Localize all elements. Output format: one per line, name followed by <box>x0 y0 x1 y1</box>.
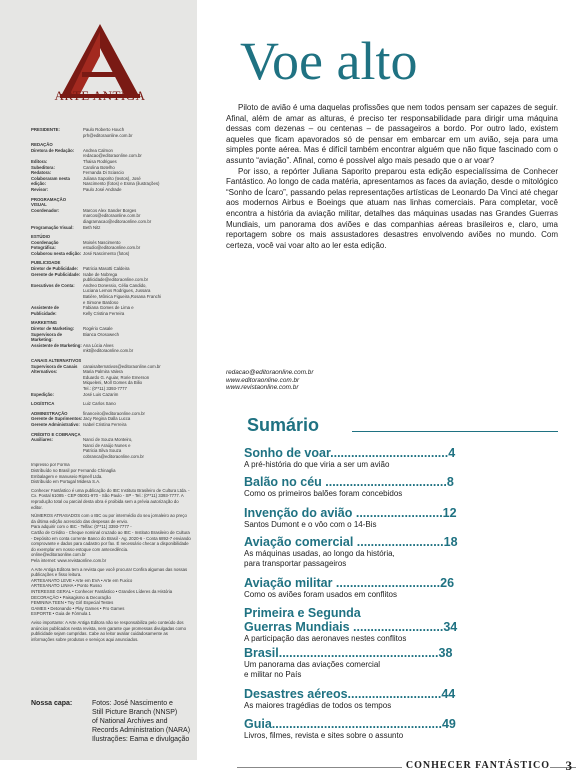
credits-row <box>31 251 191 257</box>
credits-label: Supervisora de Canais Alternativos: <box>31 363 78 375</box>
credits-value: Juliana Saporito (textos), José Nascimento (fotos) e Esma (ilustrações) <box>83 175 160 187</box>
credits-list <box>31 127 191 642</box>
credits-row <box>31 364 191 392</box>
toc-item-title: Aviação comercial .........................18 <box>244 535 458 549</box>
credits-label: Diretor de Marketing: <box>31 326 75 331</box>
credits-label: Revisor: <box>31 186 49 192</box>
toc-item[interactable] <box>244 446 455 470</box>
credits-label: Supervisora de Marketing: <box>31 331 63 343</box>
credits-row <box>31 176 191 187</box>
credits-section-title: PUBLICIDADE <box>31 260 61 266</box>
legal-paragraph: NÚMEROS ATRASADOS com o IBC ou por intermédio do seu jornaleiro ao preço da última edição acrescido das despesas de envio. Para adquirir com o IBC - Telfax: (0**11) 3393-7777 - Cartão de Crédito - Cheque nominal cruzado ao IBC - Instituto Brasileiro de Cultura - Depósito em conta corrente Banco do Brasil - Ag. 2020-6 - Conta 6892-7 enviando comprovante e dados para cadastro por fax. É necessário checar a disponibilidade do exemplar em nosso estoque com antecedência. online@editoraonline.com.br Pela internet: www.revistaonline.com.br <box>31 513 191 563</box>
legal-paragraph: Conhecer Fantástico é uma publicação do IBC Instituto Brasileiro de Cultura Ltda. - Cx. Postal 61085 - CEP 05001-970 - São Paulo - SP - Tel.: (0**11) 3393-7777. A reprodução total ou parcial desta obra é proibida sem a prévia autorização do editor. <box>31 487 190 510</box>
toc-item-description: A participação das aeronaves nestes conflitos <box>244 634 407 643</box>
cover-text: Fotos: José Nascimento e Still Picture Branch (NNSP) of National Archives and Records Administration (NARA) Ilustrações: Eama e divulgação <box>92 700 191 743</box>
credits-section-title: REDAÇÃO <box>31 142 53 148</box>
credits-section-title: MARKETING <box>31 320 58 326</box>
credits-section-title: LOGÍSTICA <box>31 401 55 407</box>
credits-section-title: CRÉDITO E COBRANÇA <box>31 431 81 437</box>
credits-value: Thaisa Rodrigues <box>83 158 117 164</box>
credits-value: Jacy Regina Dalla Lucca <box>83 416 131 422</box>
credits-value: Ana Lúcia Alves mkt@editoraonline.com.br <box>83 342 134 354</box>
credits-value: Isabe de Nobrega publicidade@editoraonline.com.br <box>83 271 149 283</box>
credits-section-title: ADMINISTRAÇÃO <box>31 410 68 416</box>
editorial-links <box>226 369 313 392</box>
legal-paragraph: Impresso por Forma Distribuído no Brasil por Fernando Chinaglia Embalagem e manuseio Ripnell Ltda. Distribuído em Portugal Midesa S.A. <box>31 462 116 485</box>
sumario-divider <box>352 431 558 432</box>
toc-item[interactable] <box>244 576 454 600</box>
credits-row <box>31 422 191 428</box>
legal-paragraph: Aviso importante: A Arte Antiga Editora não se responsabiliza pelo conteúdo dos anúncios publicados nesta revista, nem garante que promessas divulgadas como publicidade sejam cumpridas. Cabe ao leitor avaliar cuidadosamente as informações sobre produtos e serviços aqui anunciados. <box>31 619 187 642</box>
credits-label: Coordenador: <box>31 207 60 213</box>
page-number: 3 <box>565 758 572 773</box>
email-link[interactable]: redacao@editoraonline.com.br <box>226 369 314 376</box>
credits-label: Colaboraram nesta edição: <box>31 175 70 187</box>
credits-value: Marcos Alex Sander Borges marcos@editoraonline.com.br diagramacao@editoraonline.com.br <box>83 207 152 224</box>
credits-value: Patricia Masotti Caldeira <box>83 266 130 272</box>
toc-item-description: As máquinas usadas, ao longo da história, para transportar passageiros <box>244 549 395 568</box>
credits-label: Assistente de Publicidade: <box>31 305 59 316</box>
credits-value: Fabiana Gomes de Lima e Kelly Cristina Ferreira <box>83 305 134 316</box>
toc-item[interactable] <box>244 606 457 644</box>
toc-item-description: Como os aviões foram usados em conflitos <box>244 590 397 599</box>
credits-row <box>31 240 191 251</box>
credits-label: Diretor de Publicidade: <box>31 266 79 272</box>
toc-item[interactable] <box>244 646 452 680</box>
toc-item-title: Guia.................................................49 <box>244 717 456 731</box>
editorial-body <box>226 103 558 251</box>
credits-section-title: ESTÚDIO <box>31 234 51 240</box>
credits-label: Gerente de Suprimentos: <box>31 416 83 422</box>
credits-value: Fernanda Di Sciascio <box>83 170 124 176</box>
toc-item-title: Balão no céu ...................................8 <box>244 475 454 489</box>
credits-row <box>31 127 191 138</box>
credits-value: Andreo Donessio, Célia Candido, Luciana Lemos Rodrigues, Jussara Batiére, Mônica Figueira,Rosana Franchi e Simone Bardoso <box>83 282 162 305</box>
credits-value: Andrea Calmon redacao@editoraonline.com.br <box>83 147 142 159</box>
toc-item-description: A pré-história do que viria a ser um avião <box>244 460 390 469</box>
toc-item[interactable] <box>244 506 457 530</box>
credits-row <box>31 225 191 231</box>
credits-value: Beth Nitz <box>83 224 101 230</box>
credits-section-title: PROGRAMAÇÃO VISUAL <box>31 196 67 208</box>
magazine-name: CONHECER FANTÁSTICO <box>402 760 550 771</box>
toc-item[interactable] <box>244 687 455 711</box>
credits-value: Paulo Roberto Houch prh@editoraonline.com.br <box>83 127 133 138</box>
credits-row <box>31 283 191 305</box>
credits-row <box>31 208 191 225</box>
toc-item-title: Invenção do avião .........................12 <box>244 506 457 520</box>
toc-item-title: Aviação militar ..............................26 <box>244 576 455 590</box>
credits-row <box>31 187 191 193</box>
credits-value: Paulo José Andrade <box>83 186 122 192</box>
cover-label: Nossa capa: <box>31 700 73 707</box>
editorial-title: Voe alto <box>240 31 418 91</box>
credits-row <box>31 332 191 343</box>
credits-value: José Nascimento (fotos) <box>83 250 130 256</box>
credits-label: Programação Visual: <box>31 224 74 230</box>
credits-label: Subeditora: <box>31 164 55 170</box>
credits-row <box>31 437 191 459</box>
toc-item-description: Livros, filmes, revista e sites sobre o assunto <box>244 731 404 740</box>
credits-value: Bianca Orosowech <box>83 331 120 337</box>
credits-section <box>31 401 191 407</box>
editorial-paragraph: Por isso, a repórter Juliana Saporito preparou esta edição especialíssima de Conhecer Fantástico. Ao longo de cada matéria, apresentamos as faces da aviação, desde o mitológico “Sonho de Ícaro”, passando pelas representações artísticas de Leonardo Da Vinci até chegar aos modernos Airbus e Boeings que atuam nas linhas comerciais. Para completar, você encontra a história da aviação militar, detalhes das máquinas usadas nas Grandes Guerras Mundiais, um panorama dos aviões e das companhias aéreas brasileiros e, claro, uma reportagem sobre os mais assustadores desastres envolvendo aviões no mundo. Com certeza, você vai voar alto ao ler esta edição. <box>226 166 558 250</box>
credits-label: Auxiliares: <box>31 437 53 443</box>
credits-sidebar <box>0 0 197 760</box>
credits-row <box>31 148 191 159</box>
credits-label: Assistente de Marketing: <box>31 342 82 348</box>
credits-label: Redatora: <box>31 170 52 176</box>
credits-section-title: CANAIS ALTERNATIVOS <box>31 357 82 363</box>
toc-item-description: As maiores tragédias de todos os tempos <box>244 701 392 710</box>
toc-item-description: Como os primeiros balões foram concebidos <box>244 489 403 498</box>
toc-item-description: Santos Dumont e o vôo com o 14-Bis <box>244 520 377 529</box>
toc-item-title: Sonho de voar..................................4 <box>244 446 456 460</box>
credits-label: Coordenação Fotográfica: <box>31 239 59 251</box>
credits-value: canaisalternativos@editoraonline.com.br Maria Palmira Valera Eduardo G. Aguiar, Rorie Emerson Miqueleni, Moll Gomes da Bilio Tel.: (0**11) 3393-7777 <box>83 363 161 391</box>
credits-label: Colaborou nesta edição: <box>31 250 82 256</box>
toc-item[interactable] <box>244 535 458 569</box>
toc-item-description: Um panorama das aviações comercial e militar no País <box>244 660 381 679</box>
credits-value: Nanci de Souza Monteiro, Nanci de Araújo Nunes e Patricia Silva Souza cobranca@editoraonline.com.br <box>83 437 144 459</box>
website-link[interactable]: www.revistaonline.com.br <box>226 384 299 392</box>
credits-label: Expedição: <box>31 391 54 397</box>
credits-row <box>31 305 191 316</box>
toc-item-title: Brasil..............................................38 <box>244 646 453 660</box>
credits-row <box>31 392 191 398</box>
toc-item[interactable] <box>244 717 456 741</box>
credits-label: Gerente Administrativo: <box>31 421 80 427</box>
page-footer <box>0 760 576 772</box>
credits-row <box>31 343 191 354</box>
website-link[interactable]: www.editoraonline.com.br <box>226 376 300 384</box>
legal-paragraph: A Arte Antiga Editora tem a revista que você procura! Confira algumas das nossas publicações e fisso leitura. ARTESANATO LEVE • Arte em EVA • Arte em Fuxico ARTESANATO LINHA • Ponto Russo INTERESSE GERAL • Conhecer Fantástico • Grandes Líderes da História DECORAÇÃO • Paisagismo & Decoração FEMININA TEEN • Toy Girl Especial Testes GAMES • Detonando • Play Games • Pro Games ESPORTE • Guia de Fórmula 1 <box>31 566 188 617</box>
credits-label: PRESIDENTE: <box>31 127 60 132</box>
credits-value: José Luis Cazarim <box>83 391 119 397</box>
logo-text: ARTE ANTIGA <box>54 88 146 103</box>
credits-label: Editora: <box>31 158 48 164</box>
toc-item[interactable] <box>244 475 454 499</box>
toc-item-title: Desastres aéreos...........................44 <box>244 687 456 701</box>
credits-label: Executivos de Conta: <box>31 282 75 288</box>
credits-value: Rogério Casale <box>83 326 113 331</box>
credits-section <box>31 197 191 208</box>
sumario-title: Sumário <box>247 415 320 435</box>
credits-row <box>31 272 191 283</box>
credits-value: Moisés Nascimento estudio@editoraonline.com.br <box>83 239 141 251</box>
credits-value: Carolina Botelho <box>83 164 115 170</box>
editorial-paragraph: Piloto de avião é uma daquelas profissões que nem todos pensam ser capazes de seguir. Afinal, além de amar as alturas, é preciso ter responsabilidade para dirigir uma máquina dessas com dezenas – ou centenas – de passageiros a bordo. Por outro lado, existem aqueles que ficam apavorados só de pensar em embarcar em um avião, seja para uma simples ponte aérea. Mas é difícil também encontrar alguém que não fique fascinado com o assunto “aviação”. Afinal, como é possível algo mais pesado que o ar voar? <box>226 103 558 165</box>
credits-label: Diretora de Redação: <box>31 147 75 153</box>
toc-item-title: Primeira e Segunda Guerras Mundiais ..........................34 <box>244 606 458 634</box>
credits-value: financeiro@editoraonline.com.br <box>83 410 145 416</box>
credits-value: Luiz Carlos Sano <box>83 401 116 407</box>
credits-label: Gerente de Publicidade: <box>31 271 81 277</box>
credits-value: Isabel Cristina Ferreira <box>83 421 127 427</box>
